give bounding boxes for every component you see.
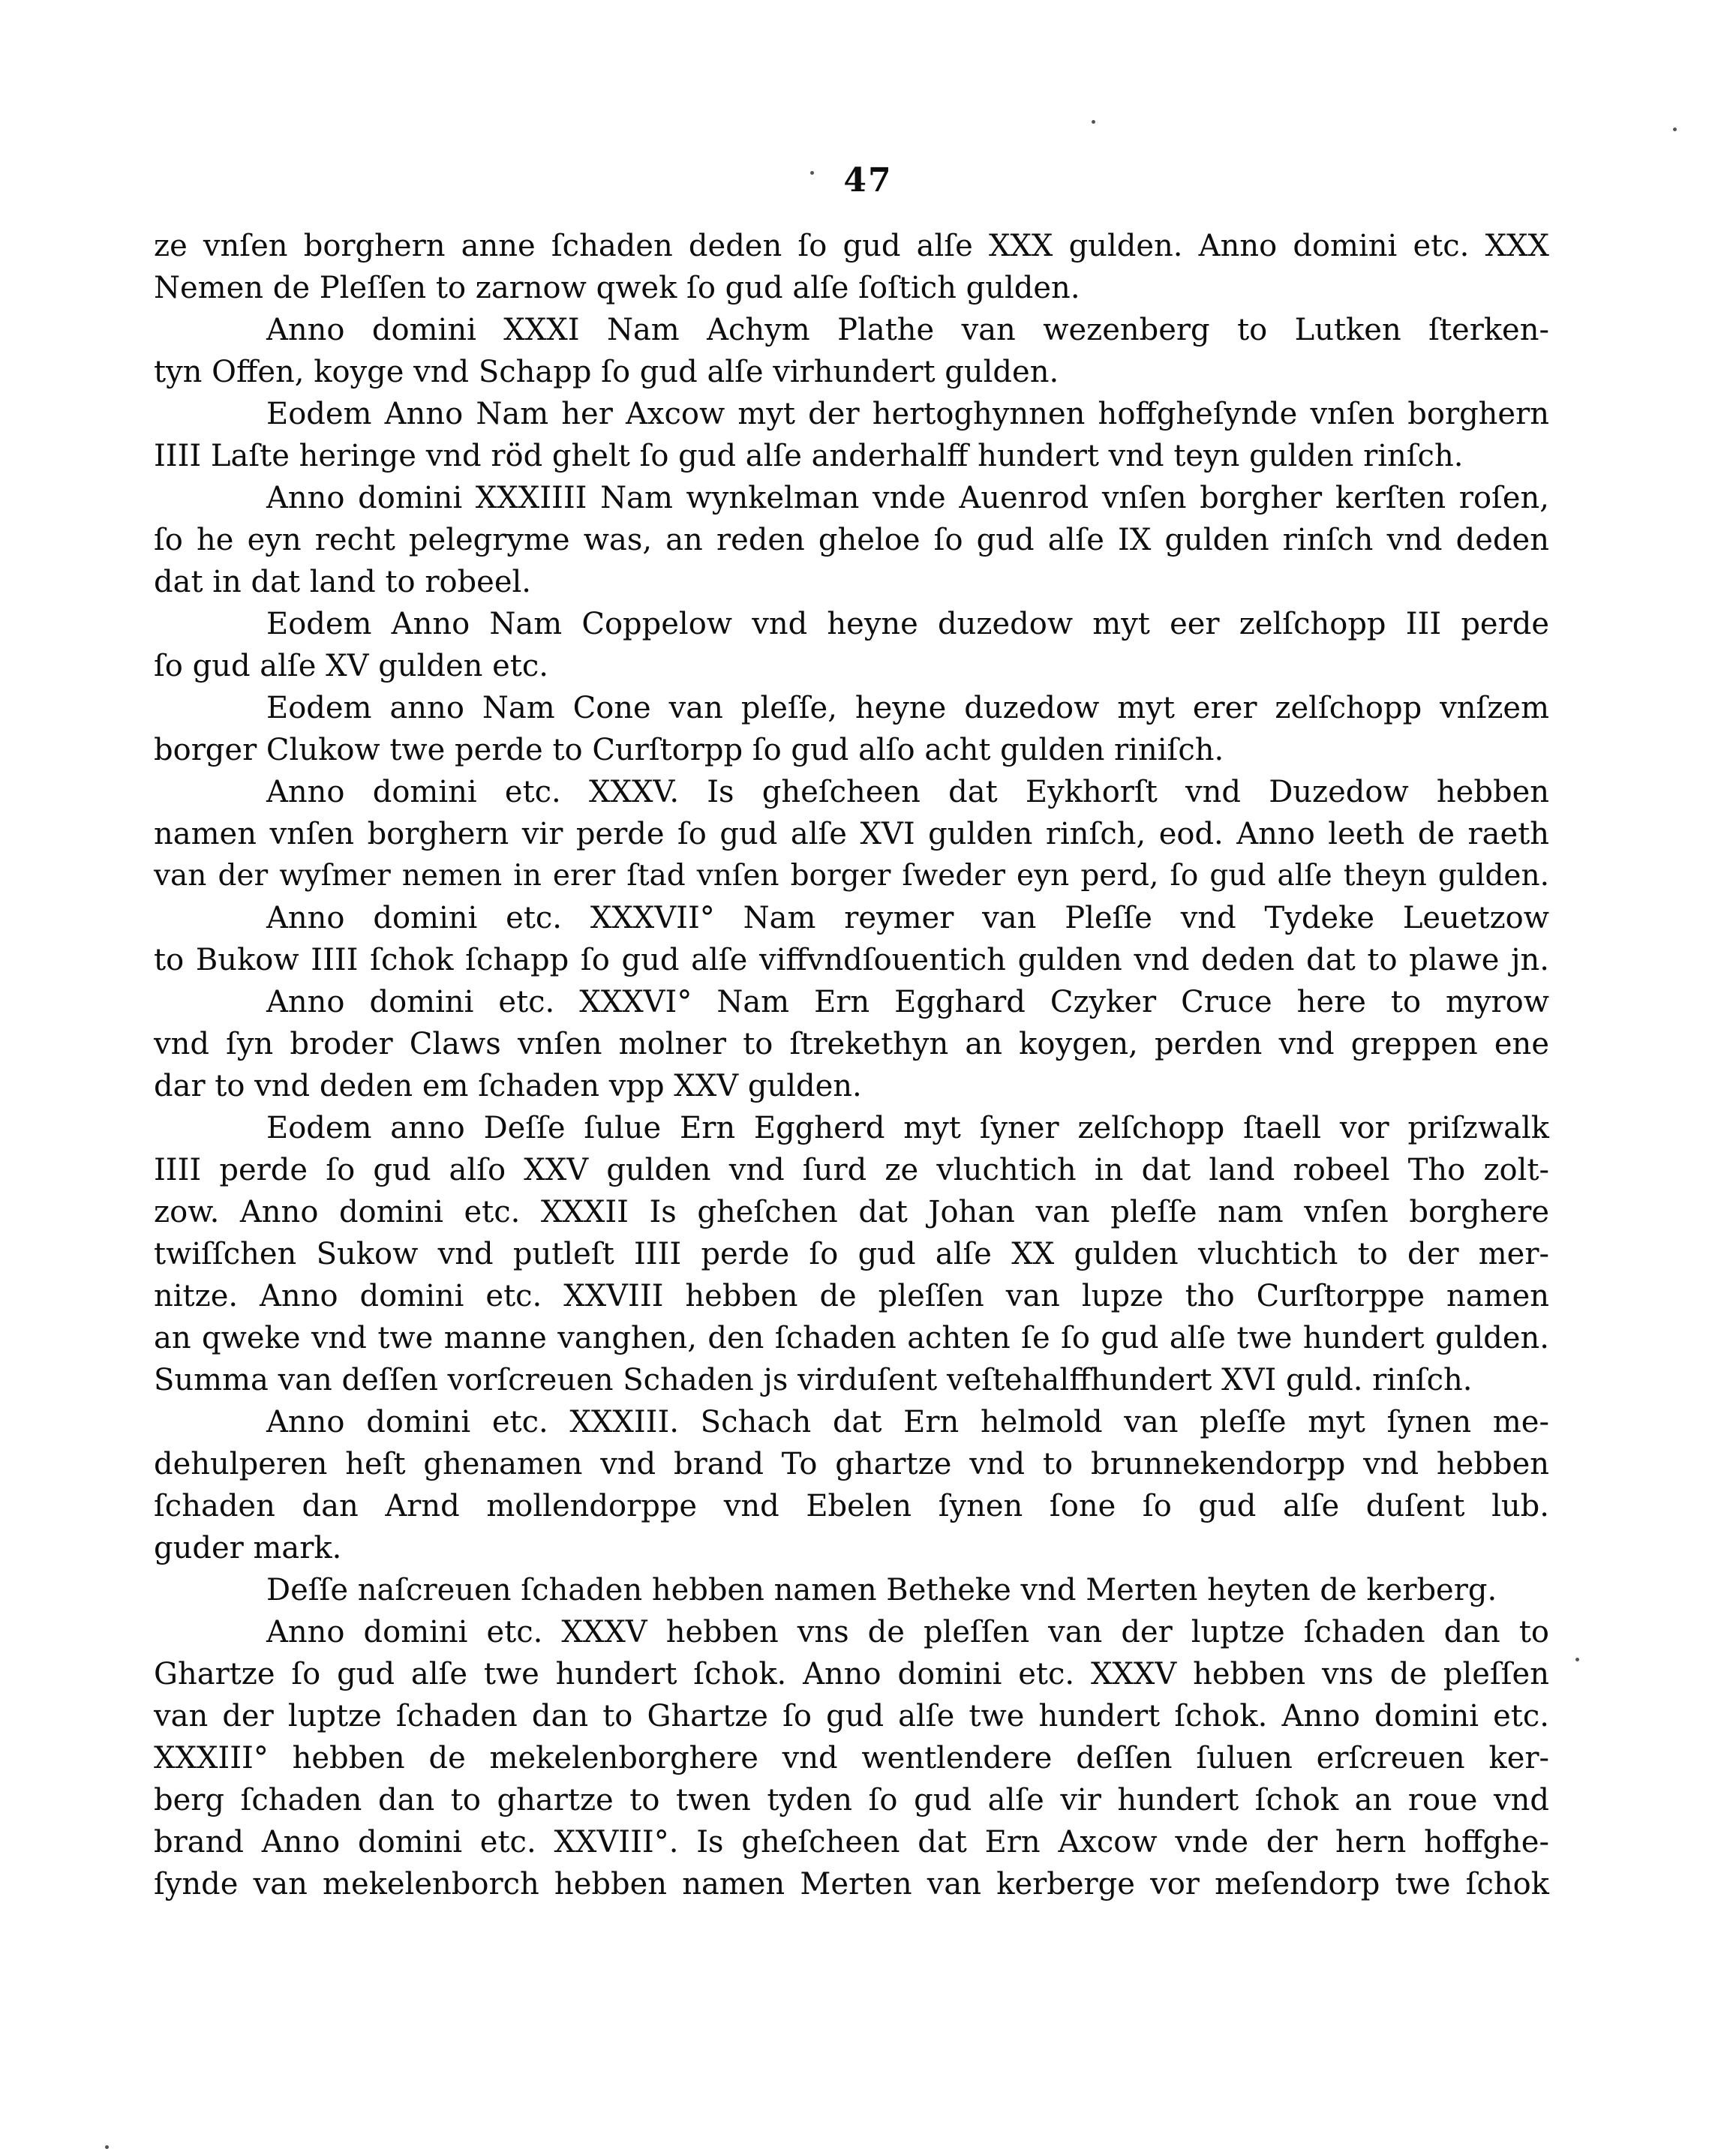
text-line: tyn Offen, koyge vnd Schapp ſo gud alſe virhundert gulden. xyxy=(154,355,1059,389)
text-line: berg ſchaden dan to ghartze to twen tyden ſo gud alſe vir hundert ſchok an roue vnd xyxy=(154,1783,1549,1817)
text-line: brand Anno domini etc. XXVIII°. Is gheſcheen dat Ern Axcow vnde der hern hoffghe- xyxy=(154,1825,1549,1859)
text-line: Deſſe naſcreuen ſchaden hebben namen Betheke vnd Merten heyten de kerberg. xyxy=(266,1573,1497,1607)
text-line: Eodem Anno Nam her Axcow myt der hertoghynnen hoffgheſynde vnſen borghern xyxy=(266,397,1549,431)
text-line: Anno domini etc. XXXIII. Schach dat Ern helmold van pleſſe myt ſynen me- xyxy=(266,1405,1549,1439)
page-number: 47 xyxy=(843,161,893,200)
text-line: ſo he eyn recht pelegryme was, an reden gheloe ſo gud alſe IX gulden rinſch vnd deden xyxy=(154,523,1549,557)
text-line: Nemen de Pleſſen to zarnow qwek ſo gud alſe ſoſtich gulden. xyxy=(154,271,1080,305)
text-line: Eodem Anno Nam Coppelow vnd heyne duzedow myt eer zelſchopp III perde xyxy=(266,607,1549,641)
page-text xyxy=(154,225,1549,1905)
text-line: Anno domini etc. XXXV. Is gheſcheen dat Eykhorſt vnd Duzedow hebben xyxy=(266,775,1549,809)
text-line: Ghartze ſo gud alſe twe hundert ſchok. Anno domini etc. XXXV hebben vns de pleſſen xyxy=(154,1657,1549,1691)
text-line: twiſſchen Sukow vnd putleſt IIII perde ſo gud alſe XX gulden vluchtich to der mer- xyxy=(154,1237,1549,1271)
text-line: ſchaden dan Arnd mollendorppe vnd Ebelen ſynen ſone ſo gud alſe duſent lub. xyxy=(154,1489,1549,1523)
text-line: borger Clukow twe perde to Curſtorpp ſo gud alſo acht gulden riniſch. xyxy=(154,733,1224,767)
text-line: Summa van deſſen vorſcreuen Schaden js virduſent veſtehalffhundert XVI guld. rinſch. xyxy=(154,1363,1473,1397)
text-line: ſynde van mekelenborch hebben namen Merten van kerberge vor meſendorp twe ſchok xyxy=(154,1867,1549,1901)
text-line: dar to vnd deden em ſchaden vpp XXV gulden. xyxy=(154,1069,862,1103)
text-line: van der wyſmer nemen in erer ſtad vnſen borger ſweder eyn perd, ſo gud alſe theyn gulden. xyxy=(154,859,1549,893)
text-line: zow. Anno domini etc. XXXII Is gheſchen dat Johan van pleſſe nam vnſen borghere xyxy=(154,1195,1549,1229)
scan-speck xyxy=(1575,1658,1579,1661)
text-line: Eodem anno Deſſe ſulue Ern Eggherd myt ſyner zelſchopp ſtaell vor priſzwalk xyxy=(266,1111,1549,1145)
text-line: Anno domini XXXI Nam Achym Plathe van wezenberg to Lutken ſterken- xyxy=(266,313,1549,347)
text-line: Anno domini XXXIIII Nam wynkelman vnde Auenrod vnſen borgher kerſten roſen, xyxy=(266,481,1549,515)
text-line: Anno domini etc. XXXV hebben vns de pleſſen van der luptze ſchaden dan to xyxy=(266,1615,1549,1649)
text-line: nitze. Anno domini etc. XXVIII hebben de pleſſen van lupze tho Curſtorppe namen xyxy=(154,1279,1549,1313)
text-line: guder mark. xyxy=(154,1531,342,1565)
text-line: an qweke vnd twe manne vanghen, den ſchaden achten ſe ſo gud alſe twe hundert gulden. xyxy=(154,1321,1549,1355)
text-line: IIII perde ſo gud alſo XXV gulden vnd ſurd ze vluchtich in dat land robeel Tho zolt- xyxy=(154,1153,1549,1187)
text-line: IIII Laſte heringe vnd röd ghelt ſo gud alſe anderhalff hundert vnd teyn gulden rinſch. xyxy=(154,439,1464,473)
text-line: Anno domini etc. XXXVI° Nam Ern Egghard Czyker Cruce here to myrow xyxy=(266,985,1549,1019)
text-line: ſo gud alſe XV gulden etc. xyxy=(154,649,548,683)
scan-speck xyxy=(1092,120,1095,124)
text-line: ze vnſen borghern anne ſchaden deden ſo gud alſe XXX gulden. Anno domini etc. XXX xyxy=(154,229,1549,263)
text-line: Anno domini etc. XXXVII° Nam reymer van Pleſſe vnd Tydeke Leuetzow xyxy=(266,901,1549,935)
text-line: Eodem anno Nam Cone van pleſſe, heyne duzedow myt erer zelſchopp vnſzem xyxy=(266,691,1549,725)
scan-speck xyxy=(105,2145,109,2149)
scan-speck xyxy=(1673,128,1677,131)
text-line: van der luptze ſchaden dan to Ghartze ſo gud alſe twe hundert ſchok. Anno domini etc. xyxy=(154,1699,1549,1733)
text-line: XXXIII° hebben de mekelenborghere vnd wentlendere deſſen ſuluen erſcreuen ker- xyxy=(154,1741,1549,1775)
text-line: namen vnſen borghern vir perde ſo gud alſe XVI gulden rinſch, eod. Anno leeth de raeth xyxy=(154,817,1549,851)
text-line: dehulperen heſt ghenamen vnd brand To ghartze vnd to brunnekendorpp vnd hebben xyxy=(154,1447,1549,1481)
text-line: dat in dat land to robeel. xyxy=(154,565,532,599)
text-line: vnd ſyn broder Claws vnſen molner to ſtrekethyn an koygen, perden vnd greppen ene xyxy=(154,1027,1549,1061)
text-line: to Bukow IIII ſchok ſchapp ſo gud alſe viffvndſouentich gulden vnd deden dat to plawe jn. xyxy=(154,943,1549,977)
scan-speck xyxy=(810,171,814,175)
